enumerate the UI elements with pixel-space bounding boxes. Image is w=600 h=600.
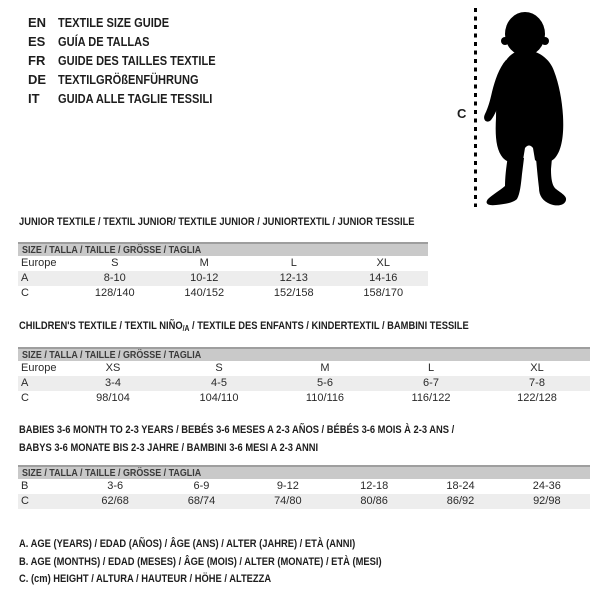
table-row — [18, 494, 590, 509]
language-label: GUIDA ALLE TAGLIE TESSILI — [58, 91, 213, 106]
table-cell: 12-18 — [360, 480, 389, 492]
table-cell: 14-16 — [369, 272, 398, 284]
junior-section-title-text: JUNIOR TEXTILE / TEXTIL JUNIOR/ TEXTILE JUNIOR / JUNIORTEXTIL / JUNIOR TESSILE — [19, 216, 415, 228]
table-row — [18, 376, 590, 391]
size-header-bar — [18, 347, 590, 361]
children-section-title-text — [19, 320, 469, 335]
table-cell: 98/104 — [96, 392, 130, 404]
table-cell: 86/92 — [446, 495, 475, 507]
table-cell: 122/128 — [517, 392, 557, 404]
footnote-c — [19, 571, 446, 589]
table-cell: 62/68 — [101, 495, 129, 507]
footnote-c-text: C. (cm) HEIGHT / ALTURA / HAUTEUR / HÖHE / ALTEZZA — [19, 573, 272, 585]
language-code: IT — [28, 91, 40, 106]
children-title-subscript: /A — [182, 324, 190, 333]
babies-section-title — [19, 424, 531, 454]
column-header: L — [290, 257, 297, 269]
language-label: GUIDE DES TAILLES TEXTILE — [58, 53, 216, 68]
table-cell: 18-24 — [446, 480, 475, 492]
column-header: Europe — [21, 257, 57, 269]
baby-figure-svg — [450, 0, 600, 215]
table-row — [18, 286, 428, 301]
table-cell: 3-6 — [107, 480, 124, 492]
babies-title-line1: BABIES 3-6 MONTH TO 2-3 YEARS / BEBÉS 3-6 MESES A 2-3 AÑOS / BÉBÉS 3-6 MOIS À 2-3 ANS / — [19, 424, 455, 436]
babies-title-line2: BABYS 3-6 MONATE BIS 2-3 JAHRE / BAMBINI 3-6 MESI A 2-3 ANNI — [19, 442, 319, 454]
language-label: GUÍA DE TALLAS — [58, 34, 150, 49]
table-cell: 4-5 — [211, 377, 227, 389]
table-row — [18, 271, 428, 286]
table-cell: 92/98 — [533, 495, 561, 507]
junior-size-table — [18, 242, 428, 301]
table-cell: 8-10 — [103, 272, 126, 284]
height-marker-label: C — [457, 106, 467, 121]
row-label: C — [21, 495, 29, 507]
table-cell: 68/74 — [187, 495, 216, 507]
table-cell: 10-12 — [190, 272, 219, 284]
children-title-part2: / TEXTILE DES ENFANTS / KINDERTEXTIL / BAMBINI TESSILE — [189, 320, 469, 332]
column-header: S — [111, 257, 119, 269]
size-header-bar — [18, 242, 428, 256]
table-cell: 9-12 — [276, 480, 299, 492]
table-cell: 116/122 — [411, 392, 451, 404]
table-cell: 158/170 — [363, 287, 404, 299]
language-row-de — [28, 70, 243, 89]
table-cell: 6-7 — [423, 377, 439, 389]
row-label: C — [21, 287, 29, 299]
children-size-table — [18, 347, 590, 406]
size-header-text: SIZE / TALLA / TAILLE / GRÖSSE / TAGLIA — [22, 467, 202, 479]
language-row-it — [28, 89, 243, 108]
footnotes — [19, 536, 446, 589]
table-cell: 3-4 — [105, 377, 121, 389]
language-row-fr — [28, 51, 243, 70]
language-label: TEXTILGRÖßENFÜHRUNG — [58, 72, 199, 87]
language-label: TEXTILE SIZE GUIDE — [58, 15, 170, 30]
table-header-row — [18, 361, 590, 376]
column-header: XS — [105, 362, 121, 374]
baby-height-figure — [450, 0, 600, 215]
language-code: DE — [28, 72, 47, 87]
table-cell: 6-9 — [193, 480, 210, 492]
footnote-a — [19, 536, 446, 554]
row-label: B — [21, 480, 29, 492]
footnote-a-text: A. AGE (YEARS) / EDAD (AÑOS) / ÂGE (ANS) / ALTER (JAHRE) / ETÀ (ANNI) — [19, 538, 356, 550]
table-row — [18, 391, 590, 406]
language-code: FR — [28, 53, 46, 68]
table-cell: 7-8 — [529, 377, 545, 389]
table-header-row — [18, 256, 428, 271]
column-header: Europe — [21, 362, 57, 374]
language-list — [28, 13, 243, 108]
table-cell: 104/110 — [199, 392, 239, 404]
language-row-es — [28, 32, 243, 51]
size-header-text: SIZE / TALLA / TAILLE / GRÖSSE / TAGLIA — [22, 349, 202, 361]
table-cell: 80/86 — [360, 495, 388, 507]
column-header: L — [427, 362, 435, 374]
table-cell: 74/80 — [274, 495, 302, 507]
column-header: XL — [530, 362, 544, 374]
column-header: M — [320, 362, 330, 374]
row-label: C — [21, 392, 29, 404]
babies-size-table — [18, 465, 590, 509]
table-cell: 110/116 — [305, 392, 345, 404]
table-row — [18, 479, 590, 494]
table-cell: 5-6 — [317, 377, 333, 389]
footnote-b — [19, 554, 446, 572]
baby-silhouette — [484, 12, 566, 205]
footnote-b-text: B. AGE (MONTHS) / EDAD (MESES) / ÂGE (MOIS) / ALTER (MONATE) / ETÀ (MESI) — [19, 555, 382, 568]
row-label: A — [21, 272, 29, 284]
table-cell: 24-36 — [532, 480, 561, 492]
size-header-text: SIZE / TALLA / TAILLE / GRÖSSE / TAGLIA — [22, 244, 202, 256]
language-row-en — [28, 13, 243, 32]
column-header: XL — [376, 257, 390, 269]
column-header: S — [215, 362, 223, 374]
children-section-title — [19, 320, 548, 335]
junior-section-title — [19, 216, 484, 229]
table-cell: 128/140 — [94, 287, 135, 299]
table-cell: 12-13 — [279, 272, 308, 284]
table-cell: 152/158 — [273, 287, 314, 299]
row-label: A — [21, 377, 29, 389]
language-code: ES — [28, 34, 46, 49]
table-cell: 140/152 — [184, 287, 225, 299]
size-header-bar — [18, 465, 590, 479]
children-title-part1: CHILDREN'S TEXTILE / TEXTIL NIÑO — [19, 320, 183, 332]
column-header: M — [199, 257, 209, 269]
language-code: EN — [28, 15, 47, 30]
